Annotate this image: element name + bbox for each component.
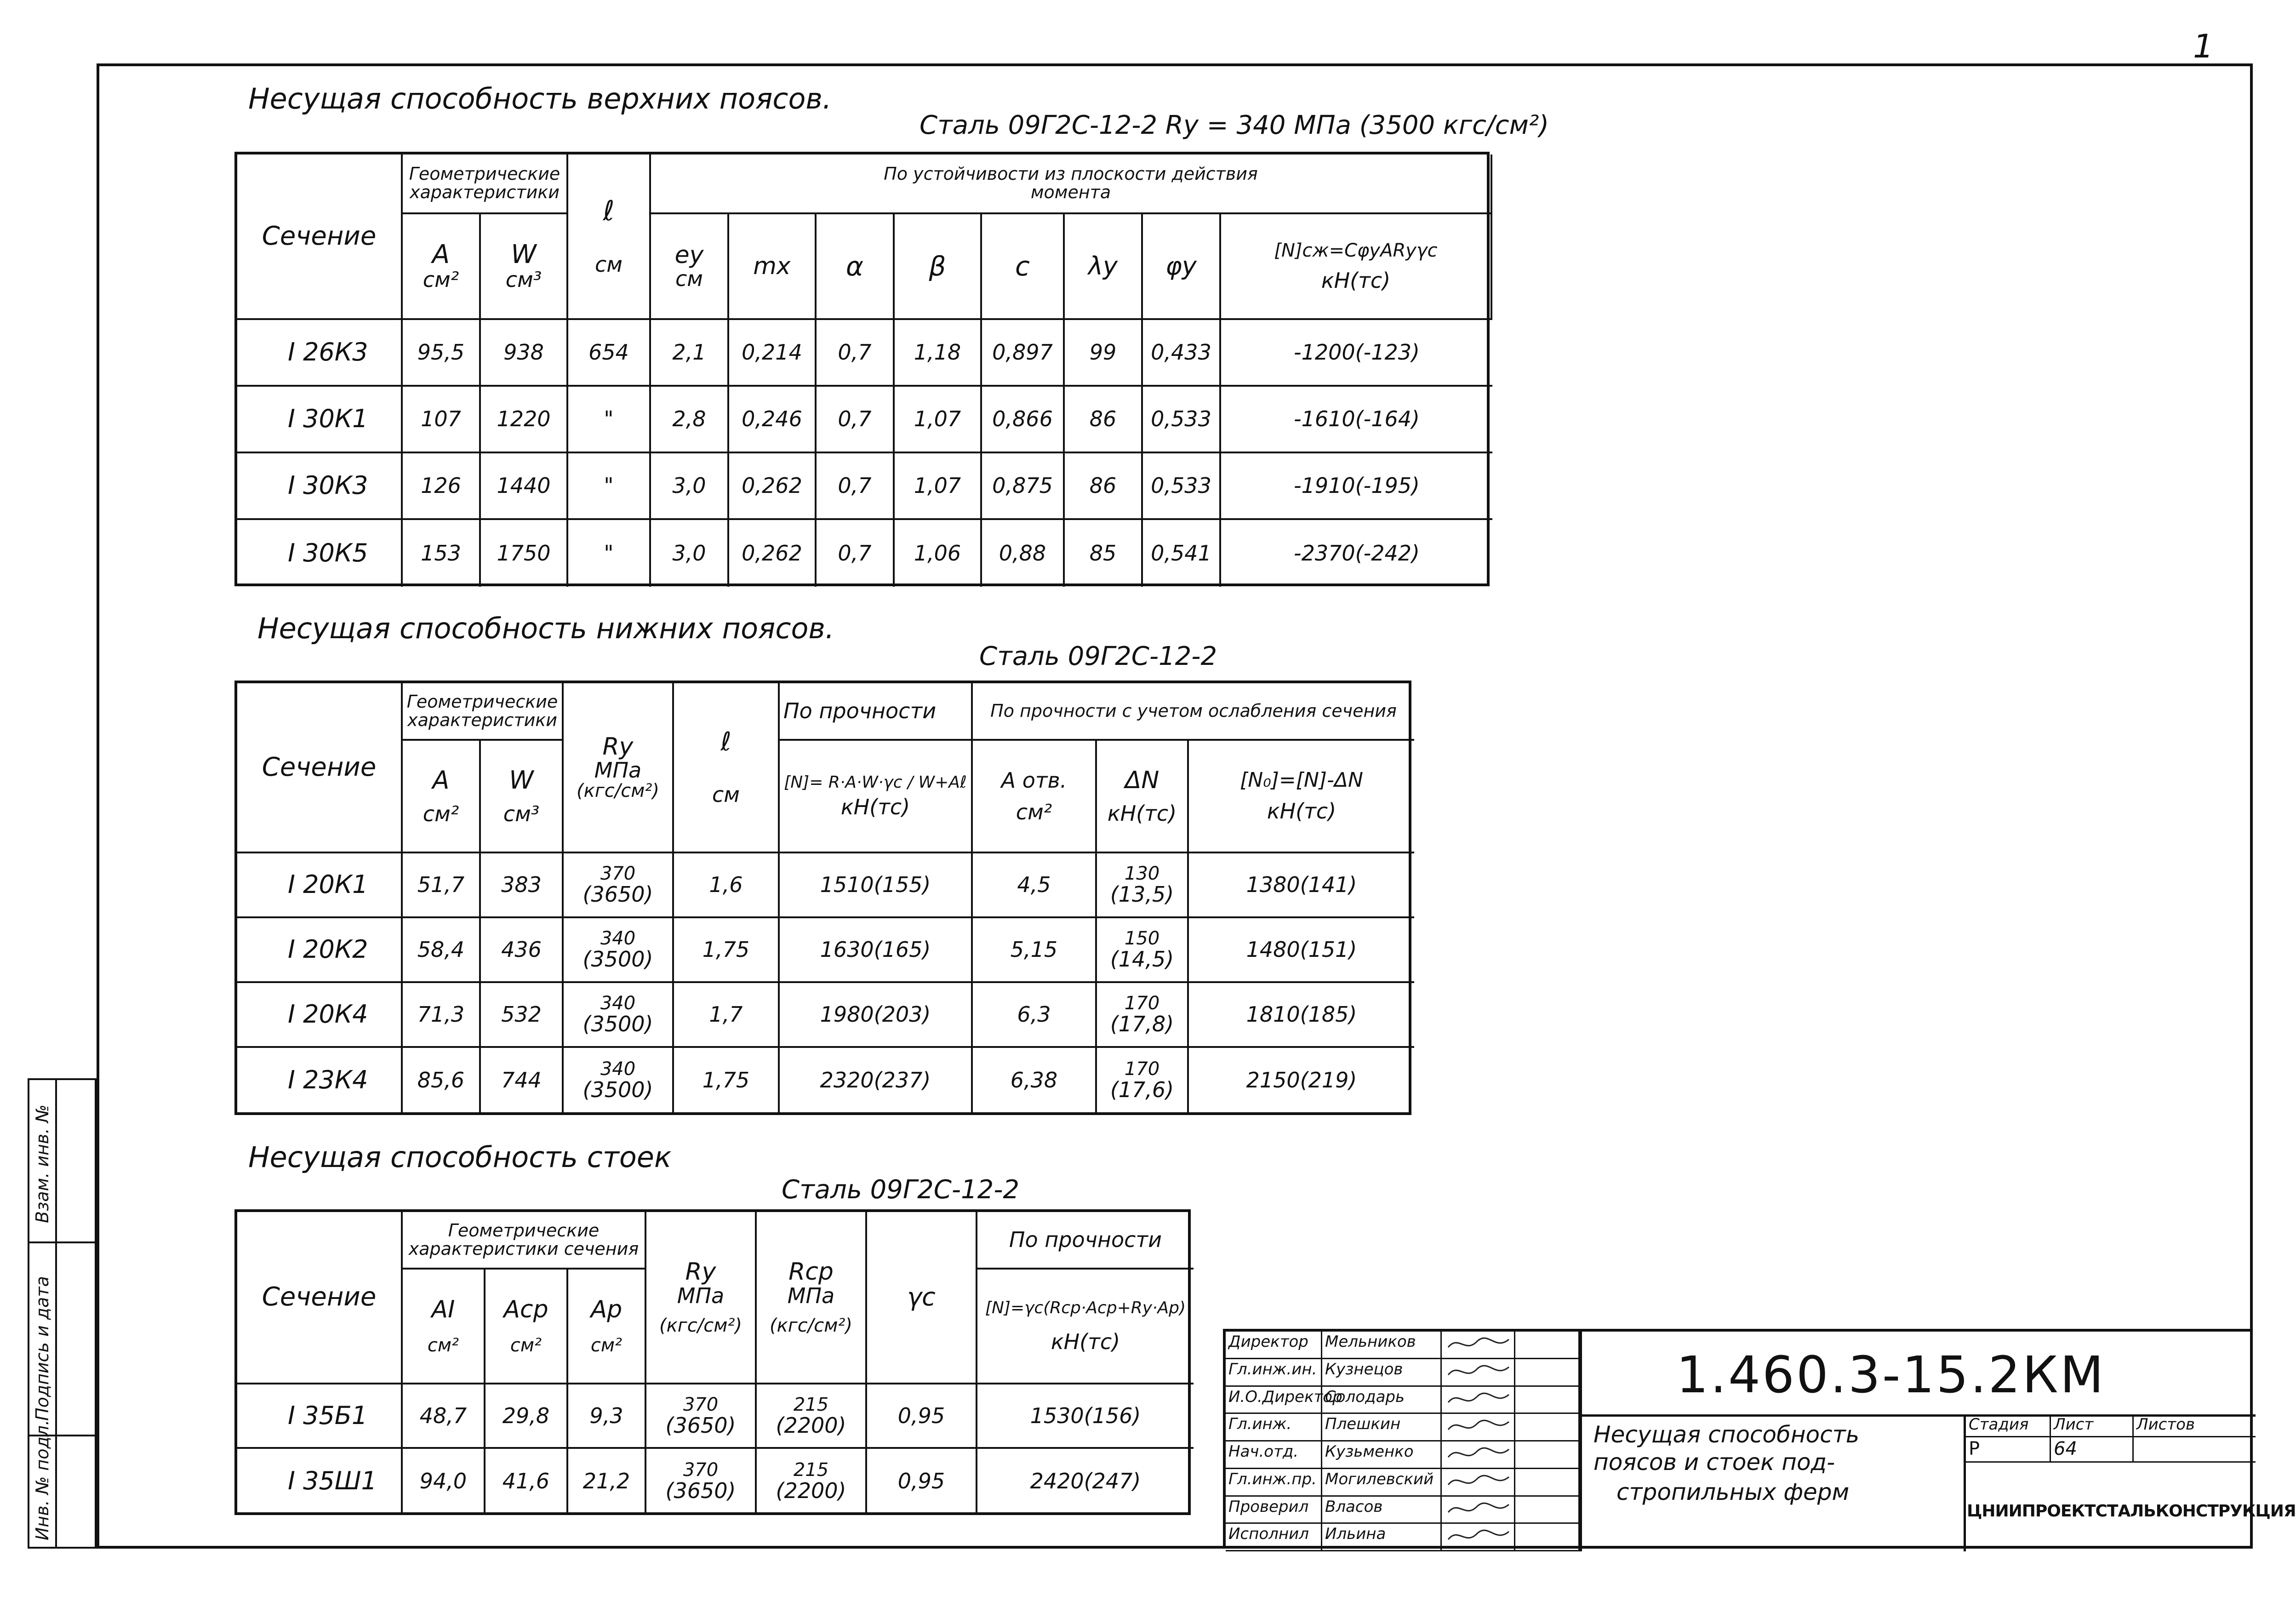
signature-scribble	[1445, 1498, 1514, 1521]
cell-dN-ts: (17,8)	[1110, 1012, 1174, 1037]
hdr-geom: Геометрические характеристики сечения	[403, 1212, 646, 1270]
hdr-Acp	[485, 1270, 568, 1384]
hdr-A-sym: A	[432, 766, 450, 795]
stamp-signature	[1442, 1524, 1515, 1551]
side-orig-label: Инв. № подл.	[32, 1419, 52, 1540]
sheet-value: 64	[2051, 1437, 2134, 1463]
hdr-Aotv-unit: см²	[1016, 799, 1052, 824]
hdr-ry-kgs: (кгс/см²)	[659, 1315, 742, 1336]
stamp-role: Исполнил	[1226, 1524, 1322, 1551]
sheet-header: Лист	[2051, 1414, 2134, 1437]
cell-ry-kgs: (3500)	[583, 1012, 653, 1037]
stamp-signature	[1442, 1359, 1515, 1387]
cell-N: 2320(237)	[780, 1048, 973, 1113]
stamp-name: Ильина	[1322, 1524, 1442, 1551]
stamp-signature	[1442, 1497, 1515, 1524]
hdr-ey-sym: ey	[674, 241, 704, 269]
cell-ry	[646, 1449, 757, 1513]
cell-W: 938	[481, 320, 568, 387]
cell-A: 85,6	[403, 1048, 481, 1113]
hdr-N0-formula: [N₀]=[N]-ΔN	[1240, 768, 1363, 792]
document-code: 1.460.3-15.2КМ	[1676, 1345, 2106, 1404]
hdr-A1-sym: AI	[431, 1295, 455, 1323]
organization-name: ЦНИИПРОЕКТСТАЛЬКОНСТРУКЦИЯ	[1967, 1502, 2296, 1521]
cell-l: 1,75	[674, 1048, 780, 1113]
cell-sec: I 20К1	[237, 853, 403, 918]
hdr-geom: Геометрические характеристики	[403, 683, 564, 741]
cell-ey: 3,0	[651, 453, 729, 520]
signature-scribble	[1445, 1442, 1514, 1465]
stamp-name: Солодарь	[1322, 1387, 1442, 1414]
cell-W: 1220	[481, 387, 568, 453]
cell-ry	[646, 1384, 757, 1449]
title-block	[1223, 1329, 2296, 1549]
signature-scribble	[1445, 1388, 1514, 1411]
hdr-W-unit: см³	[503, 801, 540, 826]
hdr-A-sym: A	[432, 240, 450, 270]
cell-Aotv: 4,5	[973, 853, 1097, 918]
cell-N: 1630(165)	[780, 918, 973, 983]
cell-rcp	[757, 1449, 867, 1513]
cell-ry-mpa: 340	[600, 928, 636, 949]
cell-N: -1910(-195)	[1221, 453, 1492, 520]
cell-l: 1,7	[674, 983, 780, 1048]
hdr-Acp-unit: см²	[510, 1335, 542, 1356]
cell-l: 1,6	[674, 853, 780, 918]
cell-beta: 1,07	[895, 453, 982, 520]
cell-ry-mpa: 370	[683, 1459, 719, 1481]
stamp-date	[1515, 1524, 1580, 1551]
hdr-dN	[1097, 741, 1189, 853]
section3-title: Несущая способность стоек	[248, 1140, 672, 1174]
cell-dN-ts: (14,5)	[1110, 947, 1174, 972]
cell-sec: I 23К4	[237, 1048, 403, 1113]
stamp-desc-1: Несущая способность	[1593, 1421, 1860, 1448]
cell-N: 1980(203)	[780, 983, 973, 1048]
cell-Aotv: 5,15	[973, 918, 1097, 983]
cell-c: 0,88	[982, 520, 1065, 587]
cell-beta: 1,06	[895, 520, 982, 587]
hdr-N	[977, 1270, 1194, 1384]
cell-ly: 99	[1065, 320, 1143, 387]
cell-dN	[1097, 918, 1189, 983]
cell-gc: 0,95	[867, 1449, 977, 1513]
hdr-ly: λy	[1065, 214, 1143, 320]
hdr-Aotv-sym: A отв.	[1001, 768, 1067, 793]
hdr-A1-unit: см²	[427, 1335, 459, 1356]
hdr-N0	[1189, 741, 1414, 853]
hdr-l-sym: ℓ	[603, 195, 615, 228]
stamp-name: Кузнецов	[1322, 1359, 1442, 1387]
hdr-N0-unit: кН(тс)	[1267, 799, 1336, 824]
hdr-N	[1221, 214, 1492, 320]
stamp-signature	[1442, 1414, 1515, 1441]
hdr-ry	[646, 1212, 757, 1384]
cell-ry	[564, 1048, 674, 1113]
hdr-W	[481, 741, 564, 853]
hdr-ry-sym: Ry	[685, 1258, 716, 1286]
hdr-rcp-sym: Rcp	[788, 1258, 834, 1286]
cell-l: "	[568, 387, 651, 453]
cell-ry-mpa: 370	[683, 1394, 719, 1415]
hdr-l-unit: см	[712, 782, 740, 807]
section3-steel: Сталь 09Г2С-12-2	[782, 1175, 1020, 1205]
cell-sec: I 35Ш1	[237, 1449, 403, 1513]
cell-mx: 0,214	[729, 320, 817, 387]
stamp-divider-v	[1580, 1332, 1582, 1551]
cell-l: "	[568, 520, 651, 587]
hdr-phi: φy	[1143, 214, 1221, 320]
hdr-W-sym: W	[511, 240, 537, 270]
upper-chords-table	[234, 152, 1490, 586]
hdr-W-sym: W	[509, 766, 534, 795]
cell-sec: I 26К3	[237, 320, 403, 387]
cell-ry-kgs: (3650)	[665, 1413, 736, 1438]
hdr-alpha: α	[817, 214, 895, 320]
hdr-stability: По устойчивости из плоскости действия момента	[651, 154, 1492, 214]
stamp-signature	[1442, 1469, 1515, 1497]
cell-Ap: 21,2	[568, 1449, 646, 1513]
hdr-ry-u1: МПа	[594, 758, 642, 783]
hdr-beta: β	[895, 214, 982, 320]
cell-rcp-mpa: 215	[793, 1394, 829, 1415]
cell-rcp-mpa: 215	[793, 1459, 829, 1481]
cell-Aotv: 6,3	[973, 983, 1097, 1048]
stamp-date	[1515, 1332, 1580, 1359]
hdr-N-formula: [N]=γc(Rcp·Acp+Ry·Ap)	[985, 1298, 1186, 1317]
cell-alpha: 0,7	[817, 320, 895, 387]
cell-W: 383	[481, 853, 564, 918]
cell-dN	[1097, 853, 1189, 918]
posts-table	[234, 1209, 1191, 1515]
cell-mx: 0,246	[729, 387, 817, 453]
cell-dN	[1097, 1048, 1189, 1113]
cell-W: 1750	[481, 520, 568, 587]
cell-N0: 1380(141)	[1189, 853, 1414, 918]
hdr-Ap-unit: см²	[590, 1335, 623, 1356]
cell-ry	[564, 918, 674, 983]
cell-ry-mpa: 340	[600, 993, 636, 1014]
cell-l: 654	[568, 320, 651, 387]
cell-A1: 94,0	[403, 1449, 485, 1513]
stamp-name: Могилевский	[1322, 1469, 1442, 1497]
hdr-gc: γc	[867, 1212, 977, 1384]
hdr-N-formula: [N]сж=CφyARyγc	[1274, 240, 1438, 261]
cell-ly: 86	[1065, 453, 1143, 520]
hdr-section: Сечение	[237, 154, 403, 320]
hdr-ry	[564, 683, 674, 853]
cell-W: 532	[481, 983, 564, 1048]
cell-ly: 86	[1065, 387, 1143, 453]
cell-Acp: 29,8	[485, 1384, 568, 1449]
cell-W: 1440	[481, 453, 568, 520]
stamp-date	[1515, 1414, 1580, 1441]
hdr-weak: По прочности с учетом ослабления сечения	[973, 683, 1414, 741]
sheets-header: Листов	[2134, 1414, 2256, 1437]
cell-N0: 2150(219)	[1246, 1068, 1357, 1093]
hdr-rcp	[757, 1212, 867, 1384]
cell-N0: 1480(151)	[1189, 918, 1414, 983]
hdr-W-unit: см³	[505, 267, 542, 292]
cell-dN-kn: 150	[1124, 928, 1160, 949]
hdr-N-formula: [N]= R·A·W·γc / W+Aℓ	[784, 773, 967, 792]
stage-value: Р	[1964, 1437, 2051, 1463]
cell-N: 2420(247)	[1030, 1468, 1141, 1493]
signature-scribble	[1445, 1415, 1514, 1438]
corner-sheet-mark: 1	[2193, 28, 2214, 65]
cell-c: 0,897	[982, 320, 1065, 387]
hdr-A-unit: см²	[423, 267, 459, 292]
cell-A1: 48,7	[403, 1384, 485, 1449]
stamp-date	[1515, 1469, 1580, 1497]
cell-A: 51,7	[403, 853, 481, 918]
hdr-N	[780, 741, 973, 853]
cell-W: 436	[481, 918, 564, 983]
cell-dN-ts: (13,5)	[1110, 882, 1174, 907]
cell-ry-mpa: 340	[600, 1058, 636, 1080]
hdr-geom: Геометрические характеристики	[403, 154, 568, 214]
stamp-name: Власов	[1322, 1497, 1442, 1524]
cell-sec: I 30К5	[237, 520, 403, 587]
cell-dN-kn: 130	[1124, 863, 1160, 885]
cell-W: 744	[481, 1048, 564, 1113]
cell-A: 126	[403, 453, 481, 520]
cell-ey: 3,0	[651, 520, 729, 587]
hdr-A	[403, 214, 481, 320]
signature-scribble	[1445, 1360, 1514, 1383]
stamp-role: Гл.инж.	[1226, 1414, 1322, 1441]
stamp-role: Нач.отд.	[1226, 1441, 1322, 1469]
cell-ry	[564, 983, 674, 1048]
hdr-A	[403, 741, 481, 853]
cell-A: 95,5	[403, 320, 481, 387]
cell-A: 107	[403, 387, 481, 453]
side-strip-line	[28, 1078, 97, 1080]
cell-phi: 0,533	[1143, 387, 1221, 453]
cell-ry-kgs: (3650)	[665, 1478, 736, 1503]
cell-dN-kn: 170	[1124, 1058, 1160, 1080]
side-sign-label: Подпись и дата	[32, 1276, 52, 1421]
cell-phi: 0,433	[1143, 320, 1221, 387]
cell-sec: I 35Б1	[237, 1384, 403, 1449]
cell-ry	[564, 853, 674, 918]
cell-rcp	[757, 1384, 867, 1449]
cell-N: -2370(-242)	[1294, 541, 1420, 566]
cell-ly: 85	[1065, 520, 1143, 587]
cell-sec: I 20К4	[237, 983, 403, 1048]
cell-phi: 0,541	[1143, 520, 1221, 587]
hdr-A1	[403, 1270, 485, 1384]
cell-ry-mpa: 370	[600, 863, 636, 885]
stamp-role: Проверил	[1226, 1497, 1322, 1524]
cell-Ap: 9,3	[568, 1384, 646, 1449]
sheets-value	[2134, 1437, 2256, 1463]
hdr-section: Сечение	[237, 683, 403, 853]
hdr-ey-unit: см	[675, 266, 703, 292]
hdr-Ap-sym: Ap	[590, 1295, 623, 1323]
cell-N: 1510(155)	[780, 853, 973, 918]
side-strip-line	[28, 1241, 97, 1243]
hdr-rcp-mpa: МПа	[787, 1283, 835, 1308]
cell-c: 0,866	[982, 387, 1065, 453]
cell-rcp-kgs: (2200)	[776, 1413, 846, 1438]
cell-beta: 1,18	[895, 320, 982, 387]
hdr-ey	[651, 214, 729, 320]
hdr-section: Сечение	[237, 1212, 403, 1384]
hdr-l	[568, 154, 651, 320]
signature-scribble	[1445, 1333, 1514, 1356]
cell-c: 0,875	[982, 453, 1065, 520]
cell-alpha: 0,7	[817, 453, 895, 520]
lower-chords-table	[234, 681, 1411, 1115]
hdr-ry-sym: Ry	[602, 732, 634, 761]
side-strip-line	[55, 1078, 57, 1549]
cell-Acp: 41,6	[485, 1449, 568, 1513]
hdr-rcp-kgs: (кгс/см²)	[769, 1315, 853, 1336]
stamp-signature	[1442, 1387, 1515, 1414]
cell-Aotv: 6,38	[973, 1048, 1097, 1113]
hdr-Aotv	[973, 741, 1097, 853]
section1-steel: Сталь 09Г2С-12-2 Ry = 340 МПа (3500 кгс/см²)	[920, 110, 1549, 140]
section1-title: Несущая способность верхних поясов.	[248, 82, 832, 115]
stage-header: Стадия	[1964, 1414, 2051, 1437]
stamp-name: Кузьменко	[1322, 1441, 1442, 1469]
hdr-strength: По прочности	[780, 683, 973, 741]
stamp-role: Гл.инж.пр.	[1226, 1469, 1322, 1497]
stamp-role: И.О.Директор	[1226, 1387, 1322, 1414]
cell-mx: 0,262	[729, 453, 817, 520]
hdr-strength: По прочности	[977, 1212, 1194, 1270]
hdr-ry-mpa: МПа	[677, 1283, 725, 1308]
cell-l: "	[568, 453, 651, 520]
signature-scribble	[1445, 1525, 1514, 1548]
side-inv-label: Взам. инв. №	[32, 1104, 52, 1223]
stamp-name: Плешкин	[1322, 1414, 1442, 1441]
stamp-signature	[1442, 1441, 1515, 1469]
cell-l: 1,75	[674, 918, 780, 983]
hdr-c: c	[982, 214, 1065, 320]
hdr-N-unit: кН(тс)	[1321, 268, 1391, 293]
cell-beta: 1,07	[895, 387, 982, 453]
cell-sec: I 20К2	[237, 918, 403, 983]
hdr-W	[481, 214, 568, 320]
hdr-N-unit: кН(тс)	[1051, 1329, 1120, 1354]
cell-sec: I 30К3	[237, 453, 403, 520]
cell-sec: I 30К1	[237, 387, 403, 453]
cell-A: 58,4	[403, 918, 481, 983]
hdr-l-sym: ℓ	[720, 727, 731, 757]
stamp-role: Директор	[1226, 1332, 1322, 1359]
stamp-date	[1515, 1441, 1580, 1469]
signature-scribble	[1445, 1470, 1514, 1493]
cell-rcp-kgs: (2200)	[776, 1478, 846, 1503]
cell-phi: 0,533	[1143, 453, 1221, 520]
cell-N: 1530(156)	[977, 1384, 1194, 1449]
stamp-date	[1515, 1497, 1580, 1524]
cell-ry-kgs: (3500)	[583, 1077, 653, 1103]
cell-N: -1200(-123)	[1221, 320, 1492, 387]
hdr-mx: mx	[729, 214, 817, 320]
section2-title: Несущая способность нижних поясов.	[257, 612, 834, 645]
hdr-N-unit: кН(тс)	[840, 795, 910, 820]
hdr-A-unit: см²	[423, 801, 459, 826]
hdr-l-unit: см	[595, 252, 623, 277]
hdr-zy	[568, 214, 576, 218]
stamp-date	[1515, 1359, 1580, 1387]
hdr-dN-unit: кН(тс)	[1107, 801, 1177, 826]
cell-N: -1610(-164)	[1221, 387, 1492, 453]
cell-alpha: 0,7	[817, 387, 895, 453]
cell-alpha: 0,7	[817, 520, 895, 587]
hdr-Ap	[568, 1270, 646, 1384]
cell-ry-kgs: (3650)	[583, 882, 653, 907]
stamp-desc-2: поясов и стоек под-	[1593, 1449, 1835, 1476]
hdr-dN-sym: ΔN	[1125, 766, 1159, 795]
cell-ey: 2,8	[651, 387, 729, 453]
stamp-date	[1515, 1387, 1580, 1414]
cell-N0: 1810(185)	[1189, 983, 1414, 1048]
cell-ey: 2,1	[651, 320, 729, 387]
hdr-l	[674, 683, 780, 853]
cell-dN	[1097, 983, 1189, 1048]
hdr-Acp-sym: Acp	[503, 1295, 548, 1323]
stamp-role: Гл.инж.ин.	[1226, 1359, 1322, 1387]
stamp-name: Мельников	[1322, 1332, 1442, 1359]
cell-dN-ts: (17,6)	[1110, 1077, 1174, 1103]
stamp-signature	[1442, 1332, 1515, 1359]
stamp-desc-3: стропильных ферм	[1616, 1479, 1850, 1505]
cell-mx: 0,262	[729, 520, 817, 587]
cell-gc: 0,95	[867, 1384, 977, 1449]
cell-A: 71,3	[403, 983, 481, 1048]
section2-steel: Сталь 09Г2С-12-2	[979, 641, 1217, 671]
cell-dN-kn: 170	[1124, 993, 1160, 1014]
cell-A: 153	[403, 520, 481, 587]
cell-ry-kgs: (3500)	[583, 947, 653, 972]
hdr-ry-u2: (кгс/см²)	[576, 780, 660, 802]
